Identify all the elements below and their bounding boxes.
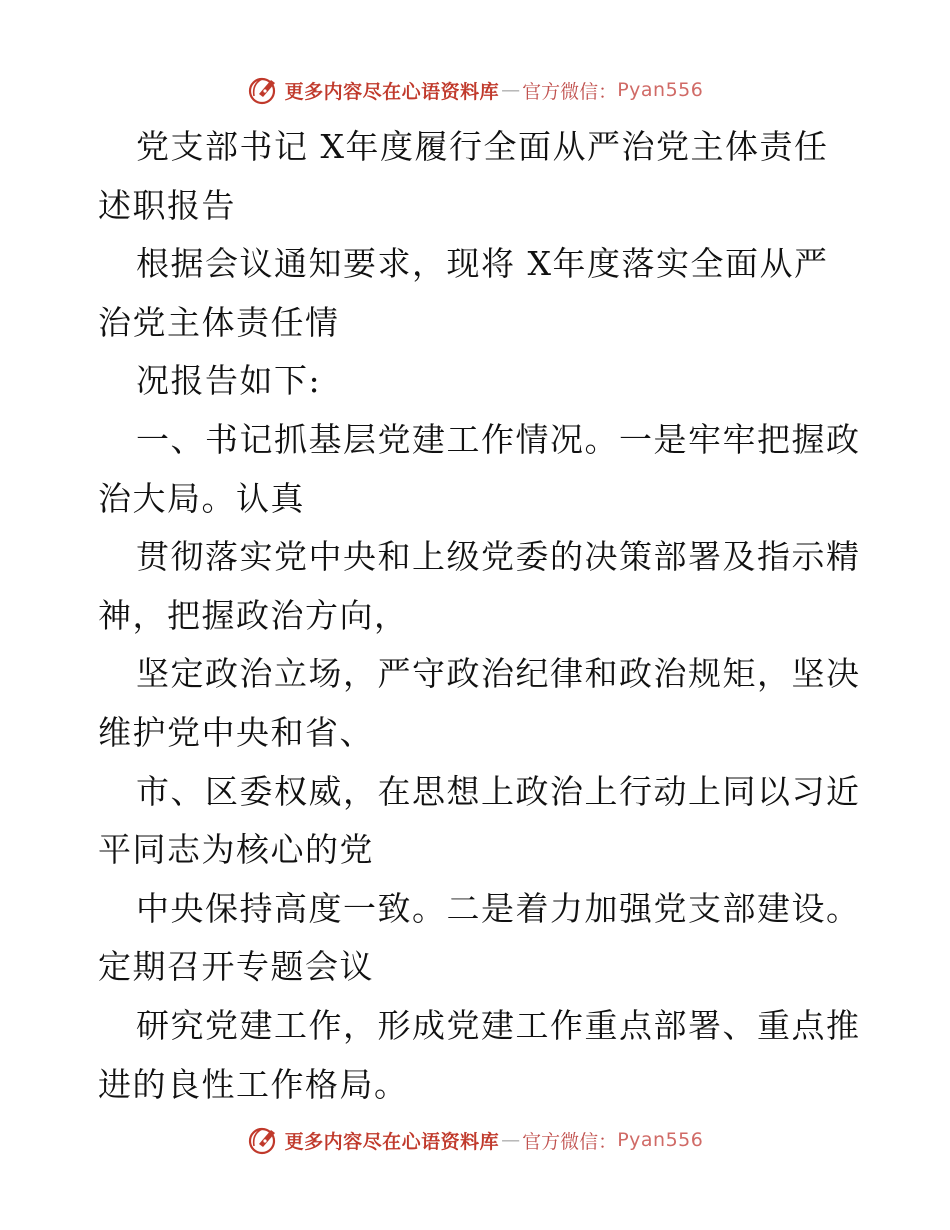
doc-title-line-1: 党支部书记 X年度履行全面从严治党主体责任 bbox=[136, 127, 829, 166]
paragraph-line: 坚定政治立场，严守政治纪律和政治规矩，坚决 bbox=[136, 654, 861, 694]
paragraph-line: 况报告如下: bbox=[136, 361, 322, 401]
paragraph-line: 进的良性工作格局。 bbox=[98, 1064, 409, 1104]
watermark-contact-label: 官方微信： bbox=[522, 1130, 618, 1153]
paragraph-line: 一、书记抓基层党建工作情况。一是牢牢把握政 bbox=[136, 419, 861, 459]
watermark-wechat-id: Pyan556 bbox=[617, 1129, 704, 1151]
watermark-brand: 更多内容尽在心语资料库 bbox=[284, 80, 500, 103]
paragraph-line: 研究党建工作，形成党建工作重点部署、重点推 bbox=[136, 1005, 861, 1045]
paragraph-line: 治党主体责任情 bbox=[98, 302, 340, 342]
watermark-contact-label: 官方微信： bbox=[522, 80, 618, 103]
paragraph-line: 贯彻落实党中央和上级党委的决策部署及指示精 bbox=[136, 537, 861, 577]
pen-nib-logo-icon bbox=[247, 74, 279, 106]
paragraph-line: 治大局。认真 bbox=[98, 478, 305, 518]
header-watermark bbox=[0, 72, 950, 108]
paragraph-line: 市、区委权威，在思想上政治上行动上同以习近 bbox=[136, 771, 861, 811]
paragraph-line: 根据会议通知要求，现将 X年度落实全面从严 bbox=[136, 244, 829, 284]
document-body bbox=[98, 118, 861, 1114]
watermark-brand: 更多内容尽在心语资料库 bbox=[284, 1130, 500, 1153]
pen-nib-logo-icon bbox=[247, 1124, 279, 1156]
watermark-dash: — bbox=[501, 79, 521, 101]
footer-watermark bbox=[0, 1122, 950, 1158]
paragraph-line: 平同志为核心的党 bbox=[98, 830, 374, 870]
paragraph-line: 神，把握政治方向， bbox=[98, 595, 409, 635]
watermark-wechat-id: Pyan556 bbox=[617, 79, 704, 101]
doc-title-line-2: 述职报告 bbox=[98, 185, 236, 225]
paragraph-line: 定期召开专题会议 bbox=[98, 947, 374, 987]
watermark-dash: — bbox=[501, 1129, 521, 1151]
paragraph-line: 维护党中央和省、 bbox=[98, 712, 374, 752]
paragraph-line: 中央保持高度一致。二是着力加强党支部建设。 bbox=[136, 888, 861, 928]
